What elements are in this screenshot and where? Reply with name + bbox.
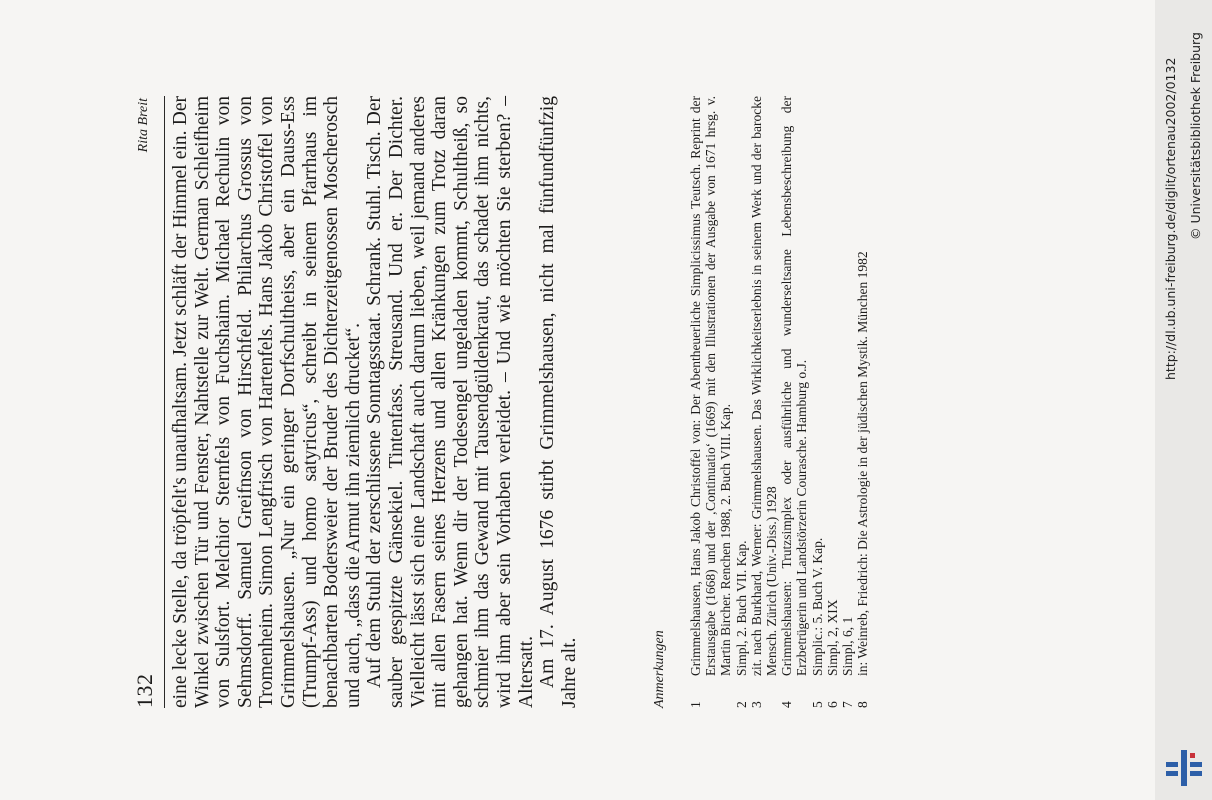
- footnote: [749, 96, 779, 708]
- footnote-number: 2: [733, 701, 749, 708]
- footnote: [734, 96, 749, 708]
- body-text: [170, 96, 580, 708]
- paragraph: Am 17. August 1676 stirbt Grimmelshausen, nicht mal fünfundfünfzig Jahre alt.: [537, 96, 580, 708]
- page-content: [80, 80, 1080, 720]
- footnote-text: Simpl, 2. Buch VII. Kap.: [733, 540, 749, 676]
- header-rule: [164, 96, 165, 708]
- footnotes-list: [688, 96, 870, 708]
- logo-bar: [1166, 771, 1178, 776]
- notes-heading: Anmerkungen: [652, 630, 667, 708]
- footnote-number: 7: [840, 701, 856, 708]
- footnote: [810, 96, 825, 708]
- logo-bar: [1190, 762, 1202, 767]
- footnote: [840, 96, 855, 708]
- footnote-text: Grimmelshausen: Trutzsimplex oder ausführliche und wunderseltsame Lebensbeschreibung der Erzbetrügerin und Landstörzerin Courasche. Hamburg o.J.: [779, 96, 810, 676]
- footnote-number: 8: [855, 701, 871, 708]
- source-url-link[interactable]: http://dl.ub.uni-freiburg.de/diglit/ortenau2002/0132: [1163, 57, 1178, 380]
- footnote-number: 5: [809, 701, 825, 708]
- footnote: [688, 96, 734, 708]
- paragraph: Auf dem Stuhl der zerschlissene Sonntagsstaat. Schrank. Stuhl. Tisch. Der sauber gespitzte Gänsekiel. Tintenfass. Streusand. Und er. Der Dichter. Vielleicht lässt sich eine Landschaft auch darum lieben, weil jemand anderes mit allen Fasern seines Herzens und allen Kränkungen zum Trotz daran gehangen hat. Wenn dir der Todesengel ungeladen kommt, Schultheiß, so schmier ihm das Gewand mit Tausendgüldenkraut, das schadet ihm nichts, wird ihm aber sein Vorhaben verleidet. – Und wie möchten Sie sterben? – Altersatt.: [364, 96, 537, 708]
- footnote-text: in: Weinreb, Friedrich: Die Astrologie in der jüdischen Mystik. München 1982: [855, 251, 871, 676]
- footnote: [855, 96, 870, 708]
- footnote-text: Simpl, 6, 1: [840, 616, 856, 676]
- footnote: [825, 96, 840, 708]
- paragraph: eine lecke Stelle, da tröpfelt's unaufhaltsam. Jetzt schläft der Himmel ein. Der Winkel zwischen Tür und Fenster, Nahtstelle zur Welt. German Schleifheim von Sulsfort. Melchior Sternfels von Fuchshaim. Michael Rechulin von Sehmsdorff. Samuel Greifnson von Hirschfeld. Philarchus Grossus von Tromenheim. Simon Lengfrisch von Hartenfels. Hans Jakob Christoffel von Grimmelshausen. „Nur ein geringer Dorfschultheiss, aber ein Dauss-Ess (Trumpf-Ass) und homo satyricus“, schreibt in seinem Pfarrhaus im benachbarten Bodersweier der Bruder des Dichterzeitgenossen Moscherosch und auch, „dass die Armut ihn ziemlich drucket“.: [170, 96, 364, 708]
- footnote: [779, 96, 809, 708]
- copyright-notice: © Universitätsbibliothek Freiburg: [1188, 32, 1203, 240]
- footnote-text: zit. nach Burkhard, Werner: Grimmelshausen. Das Wirklichkeitserlebnis in seinem Werk und der barocke Mensch. Zürich (Univ.-Diss.) 1928: [748, 96, 780, 676]
- footnote-number: 6: [824, 701, 840, 708]
- footnote-text: Grimmelshausen, Hans Jakob Christoffel von: Der Abentheuerliche Simplicissimus Teutsch. Reprint der Erstausgabe (1668) und der ‚Continuatio‘ (1669) mit den Illustrationen der Ausgabe von 1671 hrsg. v. Martin Bircher. Renchen 1988, 2. Buch VIII. Kap.: [688, 96, 734, 676]
- logo-bar: [1190, 771, 1202, 776]
- footnote-number: 4: [779, 701, 795, 708]
- library-logo-icon: [1164, 748, 1204, 788]
- footnote-number: 3: [748, 701, 764, 708]
- footnote-number: 1: [688, 701, 703, 708]
- footnote-text: Simpl, 2, XIX: [824, 599, 840, 676]
- logo-bar: [1181, 750, 1187, 786]
- footnote-text: Simplic.: 5. Buch V. Kap.: [809, 537, 825, 676]
- logo-bar: [1166, 762, 1178, 767]
- page-number: 132: [132, 673, 157, 708]
- running-head-author: Rita Breit: [136, 98, 151, 153]
- logo-accent: [1190, 753, 1195, 758]
